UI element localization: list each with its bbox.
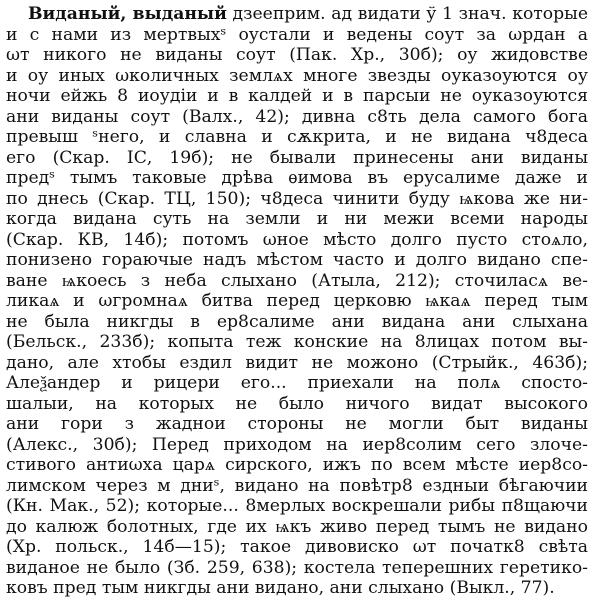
- entry-headword: Виданый, выданый: [28, 4, 227, 24]
- entry-grammar: дзеeприм. ад видати ў 1 знач. которые: [226, 4, 588, 24]
- entry-line-6: ани виданы соут (Валх., 42); дивна с8ть дела самого бога: [6, 106, 588, 127]
- entry-line-27: (Хр. польск., 14б—15); такое дивовиско ωт початк8 свѣта: [6, 537, 588, 557]
- entry-line-19: Алеѯандер и рицери его... приехали на полѧ спосто-: [6, 373, 588, 393]
- entry-line-15: ликаѧ и ωгромнаѧ битва перед церковю ѩкаѧ перед тым: [6, 291, 588, 311]
- entry-line-14: ване ѩкоесь з неба слыхано (Атыла, 212); сточиласѧ ве-: [6, 270, 588, 291]
- entry-line-16: не была никгды в ер8салиме ани видана ани слыхана: [6, 311, 588, 332]
- entry-line-8: его (Скар. ІС, 19б); не бывали принесены ани виданы: [6, 147, 588, 168]
- entry-line-25: (Кн. Мак., 52); которые... 8мерлых воскрешали рибы п8щаючи: [6, 496, 588, 516]
- entry-line-4: и оу иных ωколичных землѧх многе звезды оуказоуются оу: [6, 65, 588, 86]
- entry-line-9: предˢ тымъ таковые дрѣва ѳимова въ ерусалиме даже и: [6, 168, 588, 188]
- entry-line-18: дано, але хтобы ездил видит не можоно (Стрыйк., 463б);: [6, 352, 588, 373]
- entry-line-11: когда видана суть на земли и ни межи всеми народы: [6, 209, 588, 229]
- entry-line-7: превыш ˢнего, и славна и сѫкрита, и не видана ч8деса: [6, 127, 588, 147]
- dictionary-entry: [6, 4, 588, 599]
- entry-line-21: ани гори з жаднои стороны не могли быт виданы: [6, 414, 588, 434]
- entry-line-3: ωт никого не виданы соут (Пак. Хр., 30б); оу жидовстве: [6, 45, 588, 65]
- entry-line-10: по днесь (Скар. ТЦ, 150); ч8деса чинити буду ѩкова же ни-: [6, 188, 588, 209]
- entry-line-5: ночи ейжь 8 иоудіи и в калдей и в парсыи не оуказоуются: [6, 86, 588, 106]
- entry-line-28: виданое не было (Зб. 259, 638); костела теперешних геретико-: [6, 557, 588, 578]
- entry-line-23: стивого антиωха царѧ сирского, ижъ по всем мѣсте иер8со-: [6, 455, 588, 475]
- entry-line-22: (Алекс., 30б); Перед приходом на иер8солим сего злоче-: [6, 434, 588, 455]
- entry-line-13: понизено гораючые надъ мѣстом часто и долго видано спе-: [6, 250, 588, 270]
- entry-line-1: [6, 4, 588, 25]
- entry-line-24: лимском через м дниˢ, видано на повѣтр8 ездныи бѣгаючии: [6, 475, 588, 496]
- entry-line-29: ковъ пред тым никгды ани видано, ани слыхано (Выкл., 77).: [6, 578, 555, 598]
- entry-line-17: (Бельск., 233б); копыта теж конские на 8лицах потом вы-: [6, 332, 588, 352]
- entry-line-2: и с нами из мертвыхˢ оустали и ведены соут за ωрдан а: [6, 24, 588, 45]
- entry-line-20: шалыи, на которых не было ничого видат высокого: [6, 393, 588, 414]
- entry-line-12: (Скар. КВ, 14б); потомъ ωное мѣсто долго пусто стоѧло,: [6, 229, 588, 250]
- entry-line-26: до калюж болотных, где их ѩкъ живо перед тымъ не видано: [6, 516, 588, 537]
